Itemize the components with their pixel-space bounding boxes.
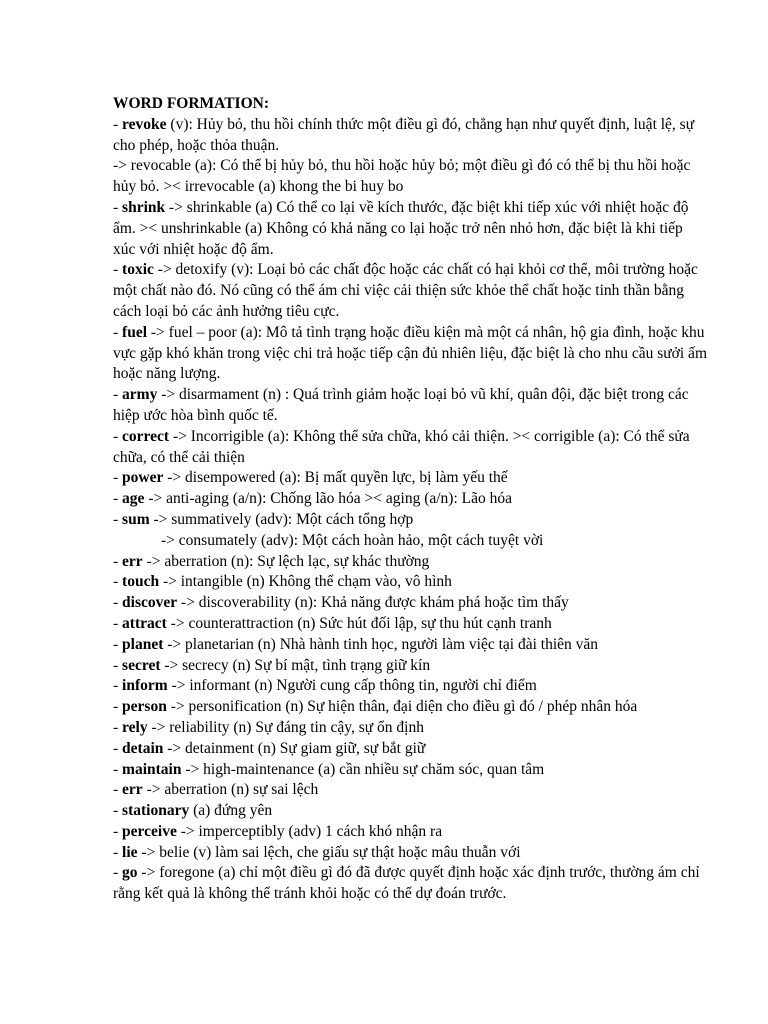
word-entry [113,614,708,635]
entry-prefix: - [113,822,123,840]
entry-headword: correct [122,427,170,445]
entry-definition: -> planetarian (n) Nhà hành tinh học, người làm việc tại đài thiên văn [163,635,599,653]
entry-headword: sum [122,510,150,528]
entry-definition: -> consumately (adv): Một cách hoàn hảo, một cách tuyệt vời [161,531,544,549]
entry-prefix: - [113,802,123,820]
entry-definition: -> revocable (a): Có thể bị hủy bỏ, thu hồi hoặc hủy bỏ; một điều gì đó có thể bị thu hồi hoặc hủy bỏ. >< irrevocable (a) khong the bi huy bo [113,157,691,196]
entry-headword: err [122,552,143,570]
entry-prefix: - [113,656,123,674]
word-entry [113,863,708,905]
entry-definition: (v): Hủy bỏ, thu hồi chính thức một điều gì đó, chẳng hạn như quyết định, luật lệ, sự cho phép, hoặc thỏa thuận. [113,115,695,154]
entry-definition: -> reliability (n) Sự đáng tin cậy, sự ổn định [147,718,424,736]
entry-headword: planet [122,635,164,653]
entry-headword: lie [122,843,138,861]
entry-headword: err [122,781,143,799]
word-entry [113,822,708,843]
word-entry [113,801,708,822]
entry-definition: -> anti-aging (a/n): Chống lão hóa >< aging (a/n): Lão hóa [144,490,512,508]
entry-headword: stationary [122,802,190,820]
entry-definition: -> belie (v) làm sai lệch, che giấu sự thật hoặc mâu thuẫn với [137,843,521,861]
entry-headword: army [122,386,158,404]
entry-definition: -> foregone (a) chỉ một điều gì đó đã được quyết định hoặc xác định trước, thường ám chỉ rằng kết quả là không thể tránh khỏi hoặc có thể dự đoán trước. [113,864,700,903]
entry-prefix: - [113,198,123,216]
entry-definition: -> secrecy (n) Sự bí mật, tình trạng giữ kín [160,656,431,674]
word-entry [113,593,708,614]
entry-definition: -> counterattraction (n) Sức hút đối lập, sự thu hút cạnh tranh [166,614,552,632]
entry-prefix: - [113,115,123,133]
word-entry [113,260,708,322]
entry-prefix: - [113,843,123,861]
entry-headword: detain [122,739,164,757]
entry-prefix: - [113,490,123,508]
entry-prefix: - [113,510,123,528]
word-entry [113,718,708,739]
entry-headword: person [122,698,167,716]
word-entry [113,531,708,552]
word-entry [113,115,708,157]
entry-prefix: - [113,427,123,445]
entry-headword: shrink [122,198,166,216]
entry-prefix: - [113,677,123,695]
word-entry [113,385,708,427]
entry-prefix: - [113,573,123,591]
word-entry [113,697,708,718]
word-entry [113,156,708,198]
entry-headword: fuel [122,323,148,341]
entry-prefix: - [113,552,123,570]
word-entry [113,760,708,781]
entry-definition: -> fuel – poor (a): Mô tả tình trạng hoặc điều kiện mà một cá nhân, hộ gia đình, hoặc khu vực gặp khó khăn trong việc chi trả hoặc tiếp cận đủ nhiên liệu, đặc biệt là cho nhu cầu sưởi ấm hoặc năng lượng. [113,323,707,383]
entry-definition: -> personification (n) Sự hiện thân, đại diện cho điều gì đó / phép nhân hóa [166,698,638,716]
document-title: WORD FORMATION: [113,95,269,112]
word-entry [113,843,708,864]
entry-headword: maintain [122,760,182,778]
entry-definition: -> detoxify (v): Loại bỏ các chất độc hoặc các chất có hại khỏi cơ thể, môi trường hoặc một chất nào đó. Nó cũng có thể ám chỉ việc cải thiện sức khỏe thể chất hoặc tinh thần bằng cách loại bỏ các ảnh hưởng tiêu cực. [113,261,698,320]
word-entry [113,323,708,385]
entry-prefix: - [113,323,123,341]
entry-definition: -> informant (n) Người cung cấp thông tin, người chỉ điểm [167,677,537,695]
entry-headword: perceive [122,822,177,840]
word-entry [113,489,708,510]
entry-definition: -> disempowered (a): Bị mất quyền lực, bị làm yếu thế [163,469,508,487]
word-entry [113,468,708,489]
entry-headword: attract [122,614,167,632]
entry-headword: revoke [122,115,167,133]
entry-prefix: - [113,635,123,653]
entry-prefix: - [113,594,123,612]
entry-headword: go [122,864,138,882]
word-entry [113,552,708,573]
entry-definition: -> imperceptibly (adv) 1 cách khó nhận ra [176,822,443,840]
entry-headword: toxic [122,261,154,279]
entry-definition: -> high-maintenance (a) cần nhiều sự chăm sóc, quan tâm [181,760,545,778]
entry-headword: age [122,490,145,508]
entry-headword: touch [122,573,160,591]
entry-headword: secret [122,656,161,674]
entry-prefix: - [113,614,123,632]
word-entry [113,198,708,260]
word-entry [113,739,708,760]
entry-headword: discover [122,594,178,612]
word-entry [113,510,708,531]
entry-definition: -> Incorrigible (a): Không thể sửa chữa, khó cải thiện. >< corrigible (a): Có thể sửa chữa, có thể cải thiện [113,427,690,466]
word-entry [113,676,708,697]
entry-definition: -> intangible (n) Không thể chạm vào, vô hình [159,573,452,591]
entry-headword: rely [122,718,148,736]
entry-definition: -> aberration (n) sự sai lệch [142,781,319,799]
entry-prefix: - [113,864,123,882]
entry-prefix: - [113,739,123,757]
word-entry [113,656,708,677]
entry-prefix: - [113,698,123,716]
entry-definition: -> discoverability (n): Khả năng được khám phá hoặc tìm thấy [177,594,569,612]
entry-prefix: - [113,386,123,404]
word-entry [113,635,708,656]
entry-definition: (a) đứng yên [189,802,273,820]
word-entry [113,427,708,469]
entry-prefix: - [113,781,123,799]
entry-definition: -> detainment (n) Sự giam giữ, sự bắt giữ [163,739,426,757]
entry-definition: -> aberration (n): Sự lệch lạc, sự khác thường [142,552,430,570]
entry-definition: -> shrinkable (a) Có thể co lại về kích thước, đặc biệt khi tiếp xúc với nhiệt hoặc độ ẩm. >< unshrinkable (a) Không có khả năng co lại hoặc trở nên nhỏ hơn, đặc biệt là khi tiếp xúc với nhiệt hoặc độ ẩm. [113,198,689,258]
word-entry [113,572,708,593]
entry-headword: power [122,469,164,487]
word-entry [113,780,708,801]
entry-prefix: - [113,261,123,279]
entry-definition: -> summatively (adv): Một cách tổng hợp [149,510,414,528]
entry-definition: -> disarmament (n) : Quá trình giảm hoặc loại bỏ vũ khí, quân đội, đặc biệt trong các hiệp ước hòa bình quốc tế. [113,386,689,424]
entry-headword: inform [122,677,168,695]
entry-prefix: - [113,760,123,778]
entry-list [113,115,708,905]
entry-prefix: - [113,469,123,487]
entry-prefix: - [113,718,123,736]
